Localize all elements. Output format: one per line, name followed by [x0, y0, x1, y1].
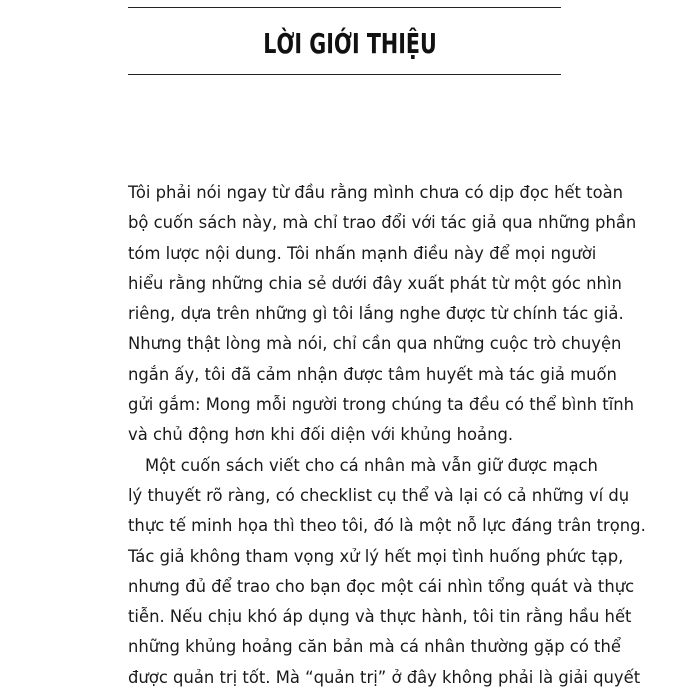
text-line: Tôi phải nói ngay từ đầu rằng mình chưa có dịp đọc hết toàn [128, 183, 624, 202]
text-line: bộ cuốn sách này, mà chỉ trao đổi với tác giả qua những phần [128, 213, 637, 233]
text-line: và chủ động hơn khi đối diện với khủng hoảng. [128, 425, 514, 445]
text-line: thực tế minh họa thì theo tôi, đó là một nỗ lực đáng trân trọng. [128, 516, 646, 536]
text-line: nhưng đủ để trao cho bạn đọc một cái nhìn tổng quát và thực [128, 576, 635, 596]
text-line: Tác giả không tham vọng xử lý hết mọi tình huống phức tạp, [128, 546, 624, 566]
text-line: riêng, dựa trên những gì tôi lắng nghe được từ chính tác giả. [128, 304, 624, 324]
text-line: được quản trị tốt. Mà “quản trị” ở đây không phải là giải quyết [128, 667, 641, 687]
top-rule [128, 7, 561, 8]
text-line: ngắn ấy, tôi đã cảm nhận được tâm huyết mà tác giả muốn [128, 364, 617, 384]
text-line: hiểu rằng những chia sẻ dưới đây xuất phát từ một góc nhìn [128, 273, 622, 293]
text-line: những khủng hoảng căn bản mà cá nhân thường gặp có thể [128, 637, 621, 657]
body-text [128, 178, 646, 693]
text-line: Nhưng thật lòng mà nói, chỉ cần qua những cuộc trò chuyện [128, 334, 622, 354]
text-line: tóm lược nội dung. Tôi nhấn mạnh điều này để mọi người [128, 243, 597, 263]
page-title: LỜI GIỚI THIỆU [263, 27, 437, 60]
text-line: lý thuyết rõ ràng, có checklist cụ thể và lại có cả những ví dụ [128, 485, 630, 505]
bottom-rule [128, 74, 561, 75]
text-line: Một cuốn sách viết cho cá nhân mà vẫn giữ được mạch [145, 455, 598, 475]
text-line: tiễn. Nếu chịu khó áp dụng và thực hành, tôi tin rằng hầu hết [128, 607, 632, 627]
text-line: gửi gắm: Mong mỗi người trong chúng ta đều có thể bình tĩnh [128, 395, 635, 415]
